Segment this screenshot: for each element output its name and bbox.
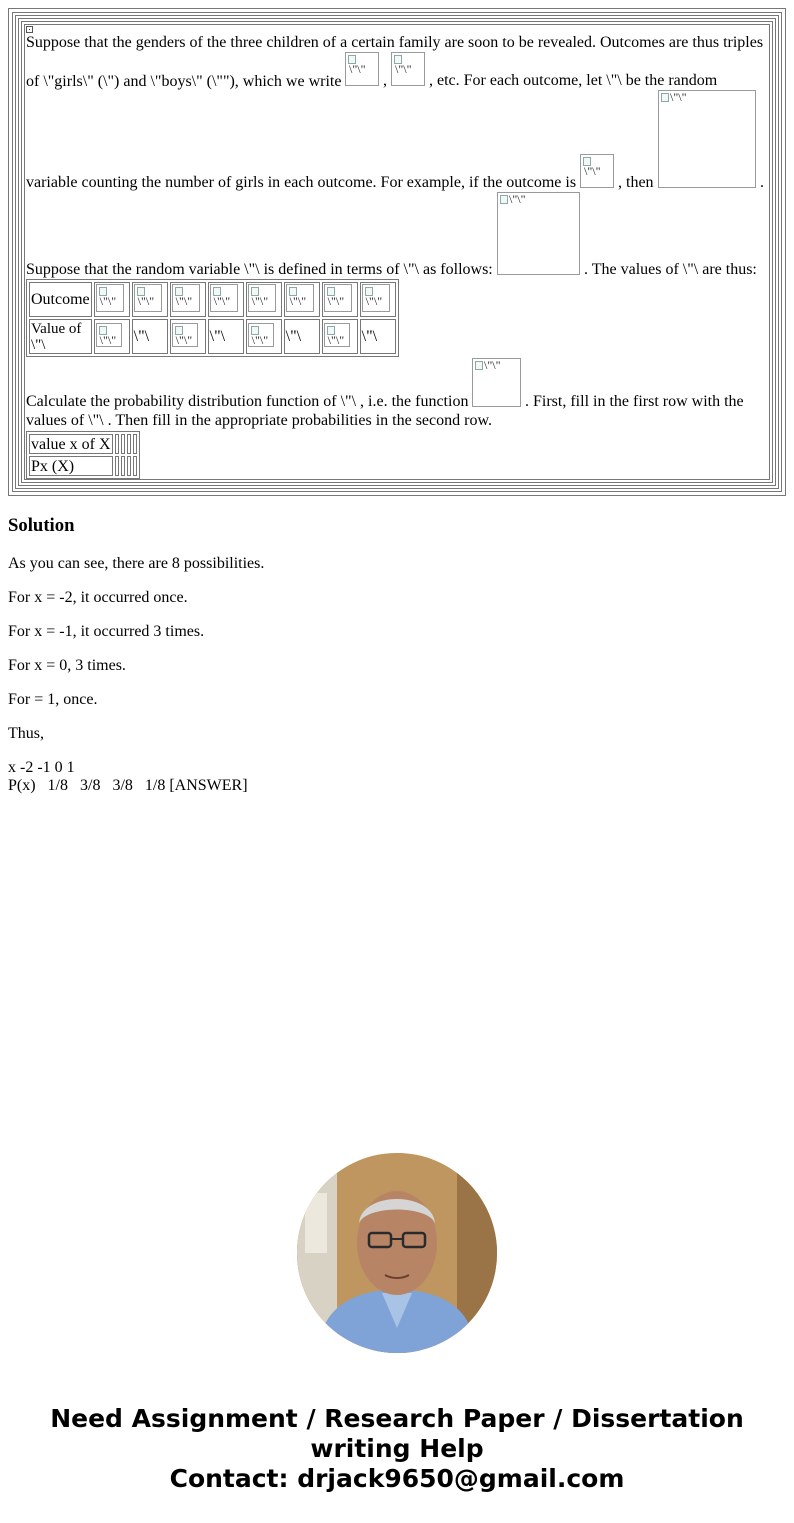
formula-image: \"\": [658, 90, 756, 188]
broken-image-icon: [26, 26, 33, 33]
problem-text: . The values of \"\ are thus:: [584, 261, 757, 278]
pdf-table: [26, 431, 140, 479]
problem-text: Calculate the probability distribution function of \"\ , i.e. the function: [26, 393, 469, 410]
table-cell: \"\": [246, 319, 282, 354]
formula-image: \"\": [472, 358, 521, 407]
solution-line: As you can see, there are 8 possibilities.: [8, 555, 265, 572]
table-cell: \"\: [208, 319, 244, 354]
table-cell: Outcome: [29, 282, 92, 317]
table-cell: \"\: [132, 319, 168, 354]
table-cell: \"\": [132, 282, 168, 317]
solution-line: For x = -1, it occurred 3 times.: [8, 623, 205, 640]
table-cell: value x of X: [31, 435, 111, 453]
problem-text: ) and \"boys\" (\""), which we write: [114, 73, 342, 90]
table-cell: \"\": [170, 319, 206, 354]
problem-text: . First, fill in the first row with the: [525, 393, 744, 410]
footer-line-1: Need Assignment / Research Paper / Dissertation: [50, 1404, 744, 1433]
problem-text: variable counting the number of girls in each outcome. For example, if the outcome is: [26, 174, 577, 191]
problem-text: ,: [383, 72, 387, 89]
problem-line-1: Suppose that the genders of the three children of a certain family are soon to be revealed. Outcomes are thus triples: [26, 34, 764, 51]
outcome-image: \"\": [391, 52, 425, 86]
problem-text: of \"girls\" (\": [26, 73, 115, 90]
table-cell: [121, 456, 125, 476]
table-row: [29, 319, 396, 354]
problem-text: , then: [618, 174, 654, 191]
outcome-image: \"\": [345, 52, 379, 86]
table-cell: [127, 456, 131, 476]
solution-heading: Solution: [8, 515, 75, 536]
problem-text: values of \"\ . Then fill in the appropriate probabilities in the second row.: [26, 412, 492, 429]
answer-line-x: x -2 -1 0 1: [8, 759, 75, 776]
table-cell: [127, 434, 131, 454]
solution-line: For x = 0, 3 times.: [8, 657, 126, 674]
table-cell: \"\": [360, 282, 396, 317]
table-cell: \"\": [322, 319, 358, 354]
problem-text: .: [760, 174, 764, 191]
table-cell: \"\": [170, 282, 206, 317]
table-cell: \"\": [94, 319, 130, 354]
table-cell: [121, 434, 125, 454]
answer-line-p: P(x) 1/8 3/8 3/8 1/8 [ANSWER]: [8, 777, 248, 794]
table-cell: \"\: [284, 319, 320, 354]
table-row: [29, 282, 396, 317]
solution-line: For x = -2, it occurred once.: [8, 589, 188, 606]
table-cell: [133, 434, 137, 454]
table-cell: \"\": [94, 282, 130, 317]
table-cell: \"\": [208, 282, 244, 317]
outcome-image: \"\": [580, 154, 614, 188]
table-row: [29, 434, 137, 454]
footer-line-2: writing Help: [310, 1434, 484, 1463]
table-cell: [115, 456, 119, 476]
solution-line: For = 1, once.: [8, 691, 98, 708]
table-row: [29, 456, 137, 476]
outcome-table: [26, 279, 399, 357]
solution-line: Thus,: [8, 725, 44, 742]
problem-text: Suppose that the random variable \"\ is defined in terms of \"\ as follows:: [26, 261, 493, 278]
table-cell: \"\": [246, 282, 282, 317]
table-cell: [133, 456, 137, 476]
table-cell: \"\": [284, 282, 320, 317]
table-cell: Px (X): [29, 456, 113, 476]
formula-image: \"\": [497, 192, 580, 275]
footer-contact: Contact: drjack9650@gmail.com: [169, 1464, 625, 1493]
table-cell: \"\": [322, 282, 358, 317]
table-cell: [115, 434, 119, 454]
author-avatar: [297, 1153, 497, 1353]
table-cell: \"\: [360, 319, 396, 354]
table-cell: Value of \"\: [29, 319, 92, 354]
problem-text: , etc. For each outcome, let \"\ be the random: [429, 72, 718, 89]
